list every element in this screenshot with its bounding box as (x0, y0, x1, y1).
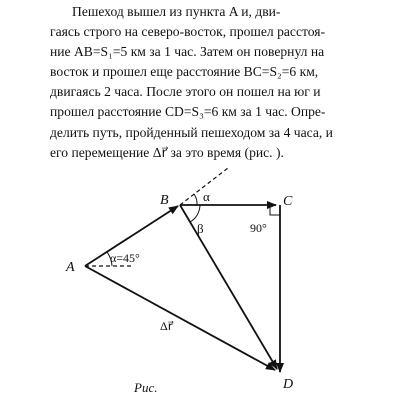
right-angle-marker (270, 205, 280, 215)
figure-caption: Рис. (134, 380, 158, 395)
point-label-d: D (283, 377, 294, 392)
right-angle-label: 90° (250, 221, 267, 235)
problem-line: его перемещение Δr⃗ за это время (рис. ). (50, 144, 284, 160)
problem-line: прошел расстояние CD=S₃=6 км за 1 час. Опре- (50, 104, 326, 120)
problem-line: делить путь, пройденный пешеходом за 4 часа, и (50, 124, 333, 140)
problem-line: двигаясь 2 часа. После этого он пошел на юг и (50, 84, 321, 100)
point-label-c: C (283, 194, 293, 209)
angle-arc-beta (190, 205, 200, 222)
point-label-b: B (160, 193, 169, 208)
angle-arc-alpha (194, 194, 197, 205)
point-label-a: A (66, 260, 75, 275)
displacement-label: Δr⃗ (160, 319, 173, 333)
angle-label-a: α=45° (110, 251, 140, 265)
angle-label-beta: β (197, 221, 204, 236)
problem-line: ние AB=S₁=5 км за 1 час. Затем он повернул на (50, 44, 325, 60)
problem-line: гаясь строго на северо-восток, прошел расстоя- (50, 24, 326, 40)
angle-label-alpha: α (203, 189, 210, 204)
problem-line: Пешеход вышел из пункта A и, дви- (72, 4, 281, 19)
problem-line: восток и прошел еще расстояние BC=S₂=6 км, (50, 64, 319, 80)
